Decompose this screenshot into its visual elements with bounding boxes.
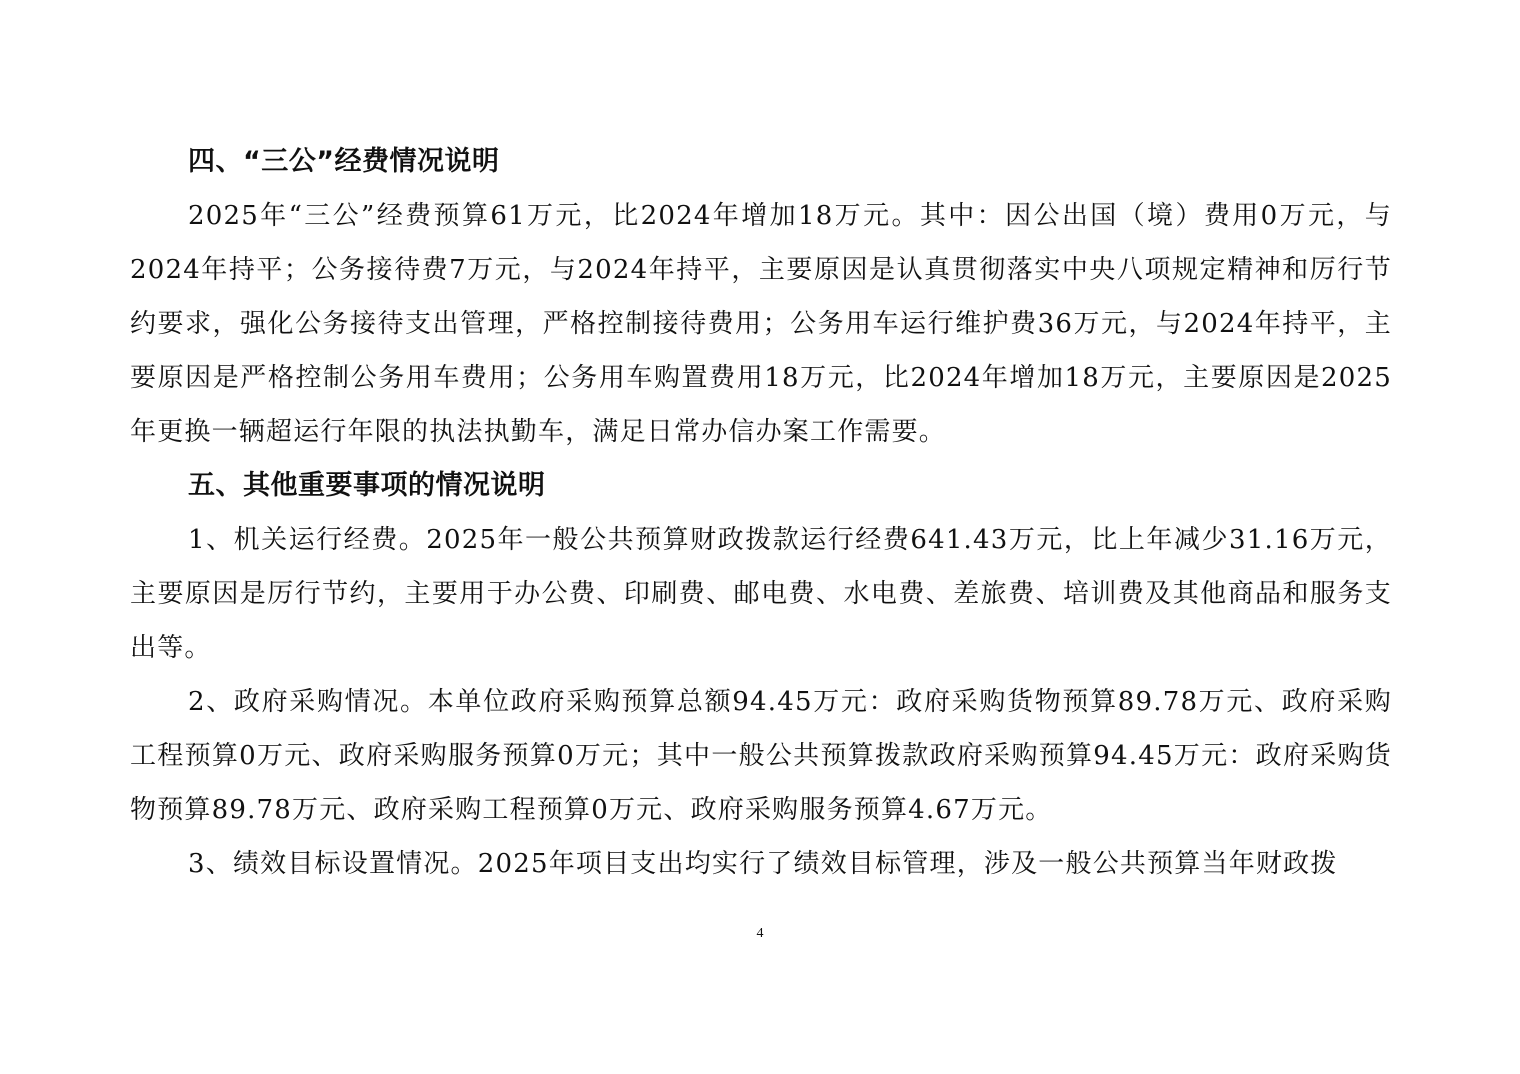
section-heading-five: 五、其他重要事项的情况说明 [188, 470, 546, 501]
document-body [130, 135, 1392, 891]
section-heading-four: 四、“三公”经费情况说明 [188, 146, 500, 177]
paragraph-government-procurement: 2、政府采购情况。本单位政府采购预算总额94.45万元：政府采购货物预算89.78万元、政府采购工程预算0万元、政府采购服务预算0万元；其中一般公共预算拨款政府采购预算94.45万元：政府采购货物预算89.78万元、政府采购工程预算0万元、政府采购服务预算4.67万元。 [130, 687, 1392, 825]
paragraph-three-public-expenses: 2025年“三公”经费预算61万元，比2024年增加18万元。其中：因公出国（境）费用0万元，与2024年持平；公务接待费7万元，与2024年持平，主要原因是认真贯彻落实中央八项规定精神和厉行节约要求，强化公务接待支出管理，严格控制接待费用；公务用车运行维护费36万元，与2024年持平，主要原因是严格控制公务用车费用；公务用车购置费用18万元，比2024年增加18万元，主要原因是2025年更换一辆超运行年限的执法执勤车，满足日常办信办案工作需要。 [130, 201, 1392, 447]
paragraph-operating-expenses: 1、机关运行经费。2025年一般公共预算财政拨款运行经费641.43万元，比上年减少31.16万元，主要原因是厉行节约，主要用于办公费、印刷费、邮电费、水电费、差旅费、培训费及其他商品和服务支出等。 [130, 525, 1392, 663]
page-number: 4 [756, 926, 764, 941]
paragraph-performance-targets: 3、绩效目标设置情况。2025年项目支出均实行了绩效目标管理，涉及一般公共预算当年财政拨 [188, 849, 1338, 879]
